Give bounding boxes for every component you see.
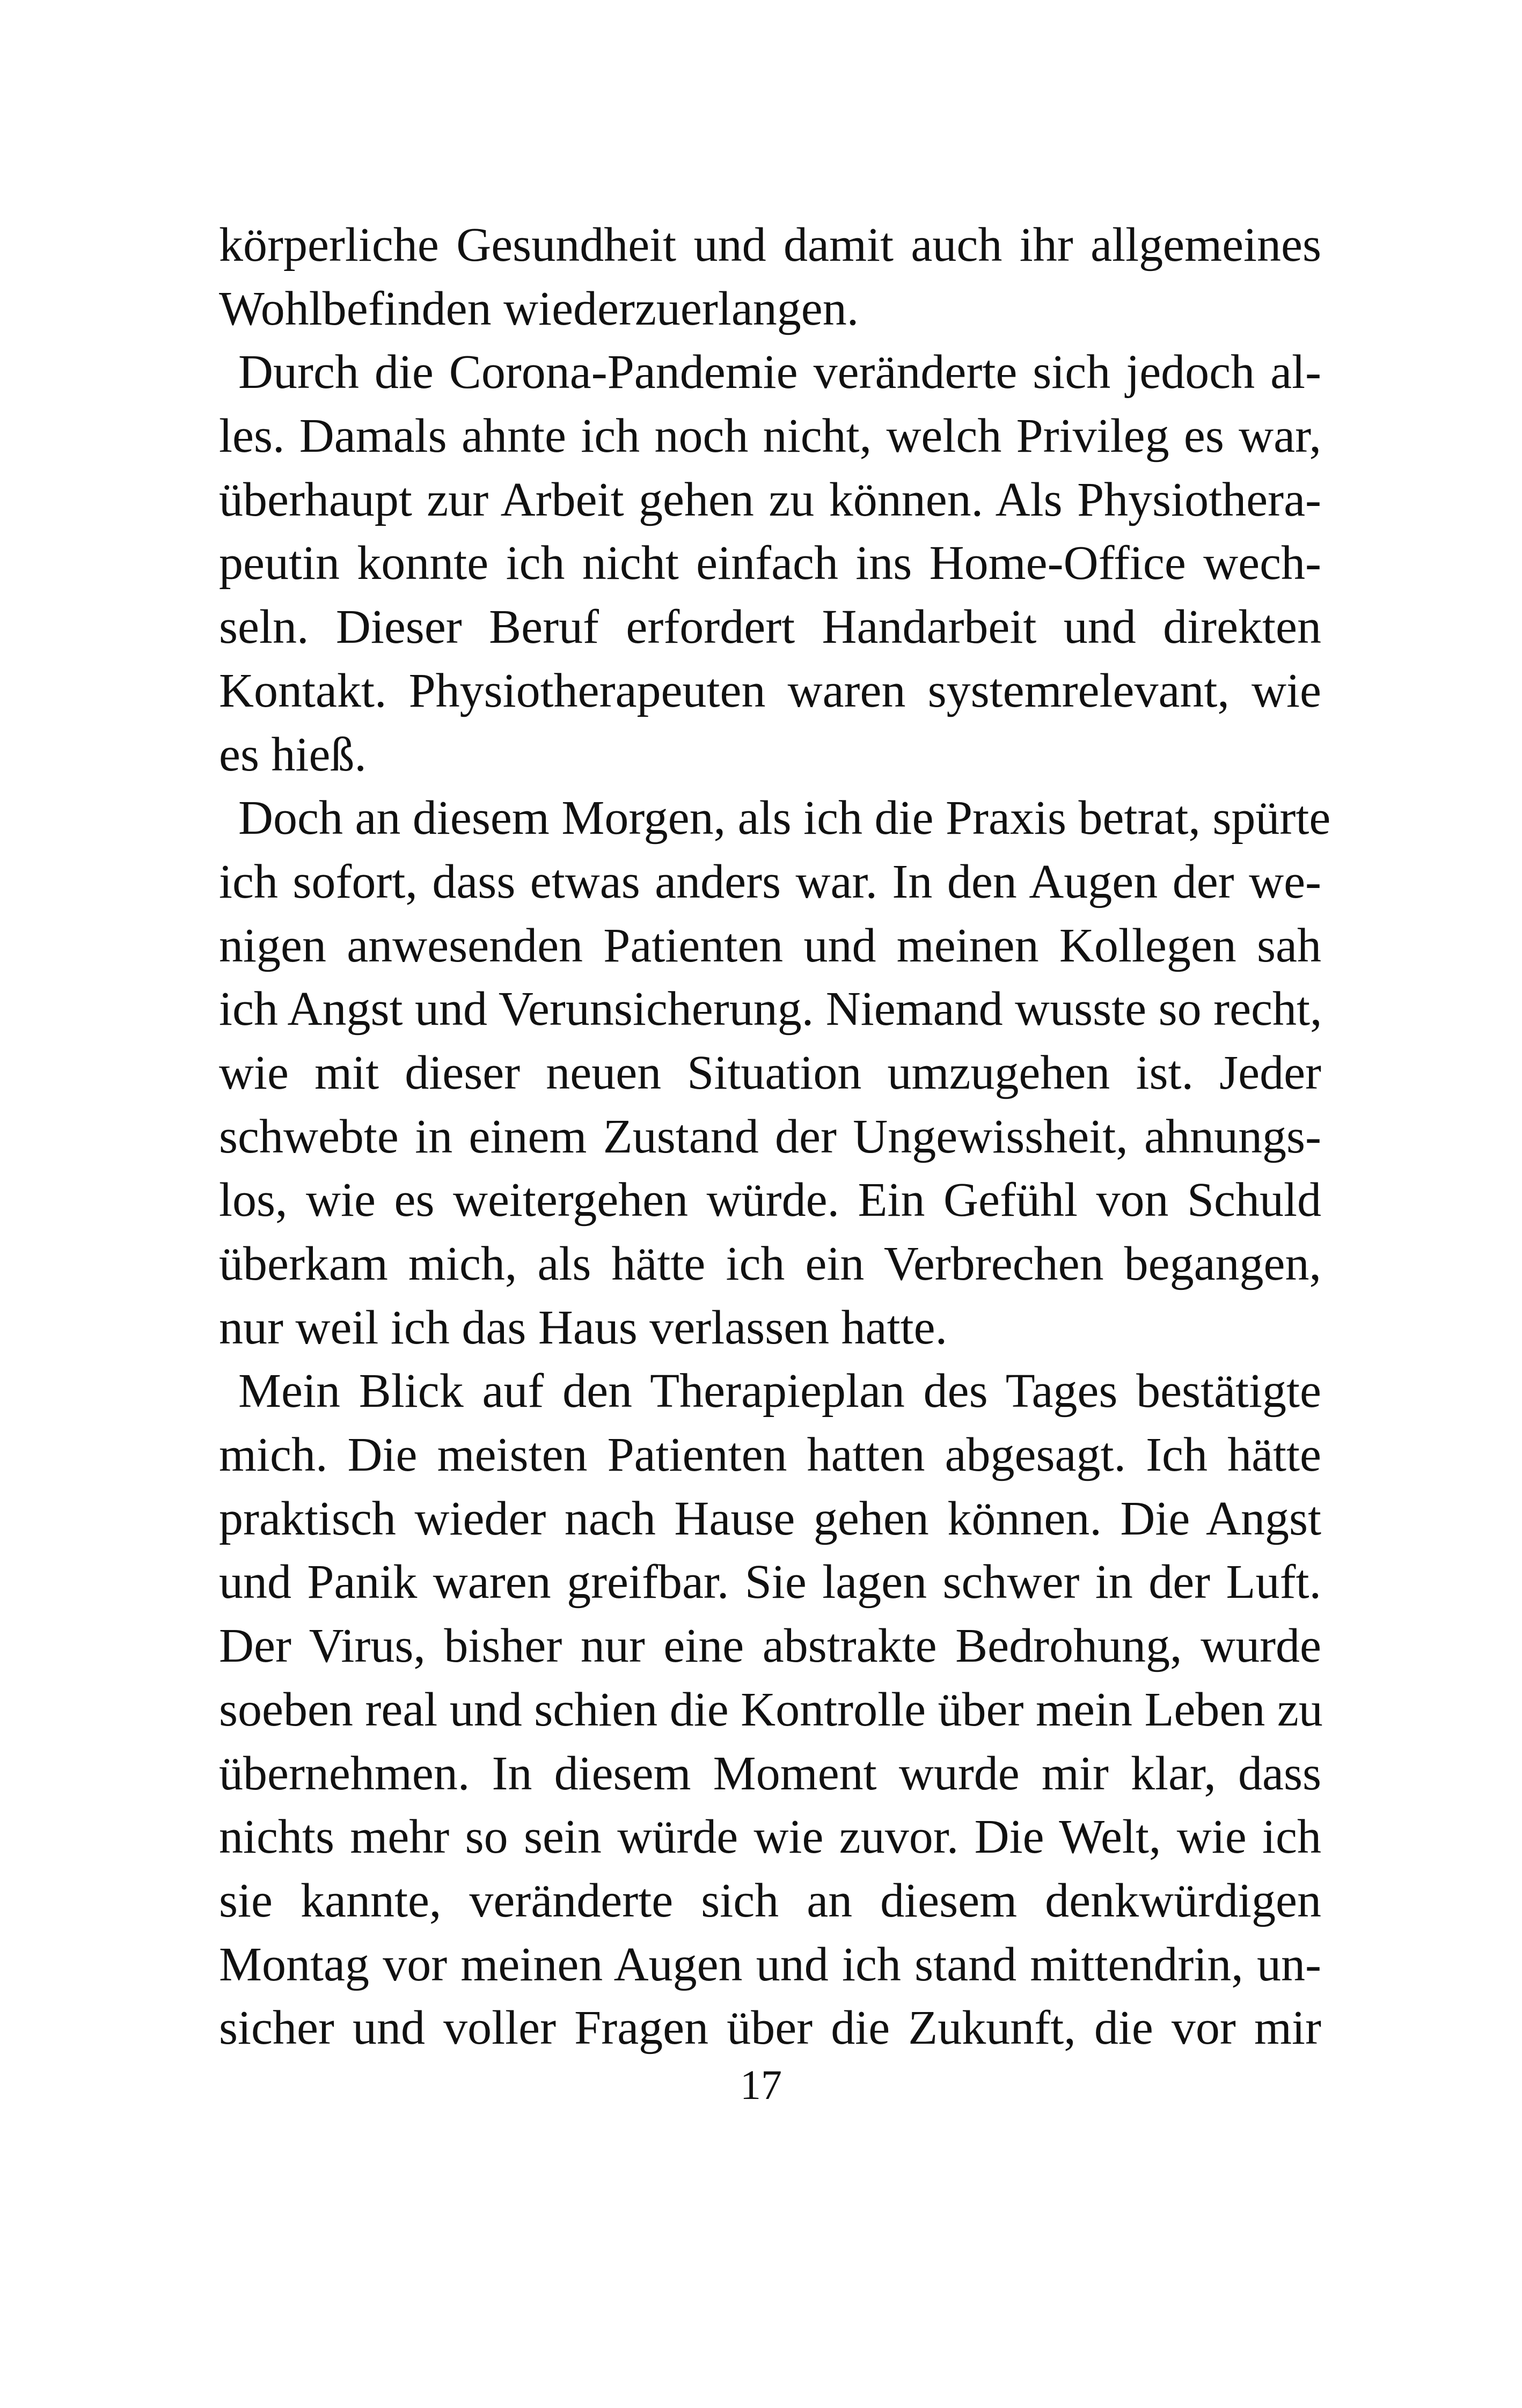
text-line: schwebte in einem Zustand der Ungewissheit, ahnungs-	[219, 1110, 1321, 1163]
text-line: nichts mehr so sein würde wie zuvor. Die Welt, wie ich	[219, 1810, 1321, 1864]
text-line: Kontakt. Physiotherapeuten waren systemrelevant, wie	[219, 664, 1321, 717]
text-line: nigen anwesenden Patienten und meinen Kollegen sah	[219, 919, 1321, 972]
text-line: praktisch wieder nach Hause gehen können. Die Angst	[219, 1492, 1321, 1545]
text-line: soeben real und schien die Kontrolle über mein Leben zu	[219, 1683, 1323, 1736]
text-line: Doch an diesem Morgen, als ich die Praxis betrat, spürte	[238, 791, 1331, 845]
text-line: sie kannte, veränderte sich an diesem denkwürdigen	[219, 1874, 1321, 1927]
text-line: les. Damals ahnte ich noch nicht, welch Privileg es war,	[219, 409, 1321, 463]
page-number: 17	[740, 2061, 782, 2108]
text-line: es hieß.	[219, 728, 367, 781]
text-line: mich. Die meisten Patienten hatten abgesagt. Ich hätte	[219, 1428, 1321, 1482]
text-line: körperliche Gesundheit und damit auch ihr allgemeines	[219, 218, 1321, 271]
text-line: und Panik waren greifbar. Sie lagen schwer in der Luft.	[219, 1555, 1321, 1609]
text-line: ich Angst und Verunsicherung. Niemand wusste so recht,	[219, 982, 1322, 1036]
text-line: wie mit dieser neuen Situation umzugehen ist. Jeder	[219, 1046, 1321, 1099]
text-line: ich sofort, dass etwas anders war. In den Augen der we-	[219, 855, 1321, 908]
text-line: Der Virus, bisher nur eine abstrakte Bedrohung, wurde	[219, 1619, 1321, 1673]
text-line: los, wie es weitergehen würde. Ein Gefühl von Schuld	[219, 1173, 1321, 1227]
text-line: sicher und voller Fragen über die Zukunft, die vor mir	[219, 2001, 1321, 2055]
text-line: übernehmen. In diesem Moment wurde mir klar, dass	[219, 1746, 1321, 1800]
text-line: Montag vor meinen Augen und ich stand mittendrin, un-	[219, 1937, 1321, 1991]
text-line: nur weil ich das Haus verlassen hatte.	[219, 1301, 948, 1354]
body-text	[219, 214, 1331, 2060]
text-line: überkam mich, als hätte ich ein Verbrechen begangen,	[219, 1237, 1321, 1290]
text-line: überhaupt zur Arbeit gehen zu können. Als Physiothera-	[219, 473, 1321, 526]
text-line: seln. Dieser Beruf erfordert Handarbeit und direkten	[219, 600, 1321, 654]
text-line: Durch die Corona-Pandemie veränderte sich jedoch al-	[238, 346, 1321, 399]
text-line: Wohlbefinden wiederzuerlangen.	[219, 282, 859, 335]
text-line: Mein Blick auf den Therapieplan des Tages bestätigte	[238, 1364, 1321, 1418]
text-line: peutin konnte ich nicht einfach ins Home-Office wech-	[219, 537, 1321, 590]
